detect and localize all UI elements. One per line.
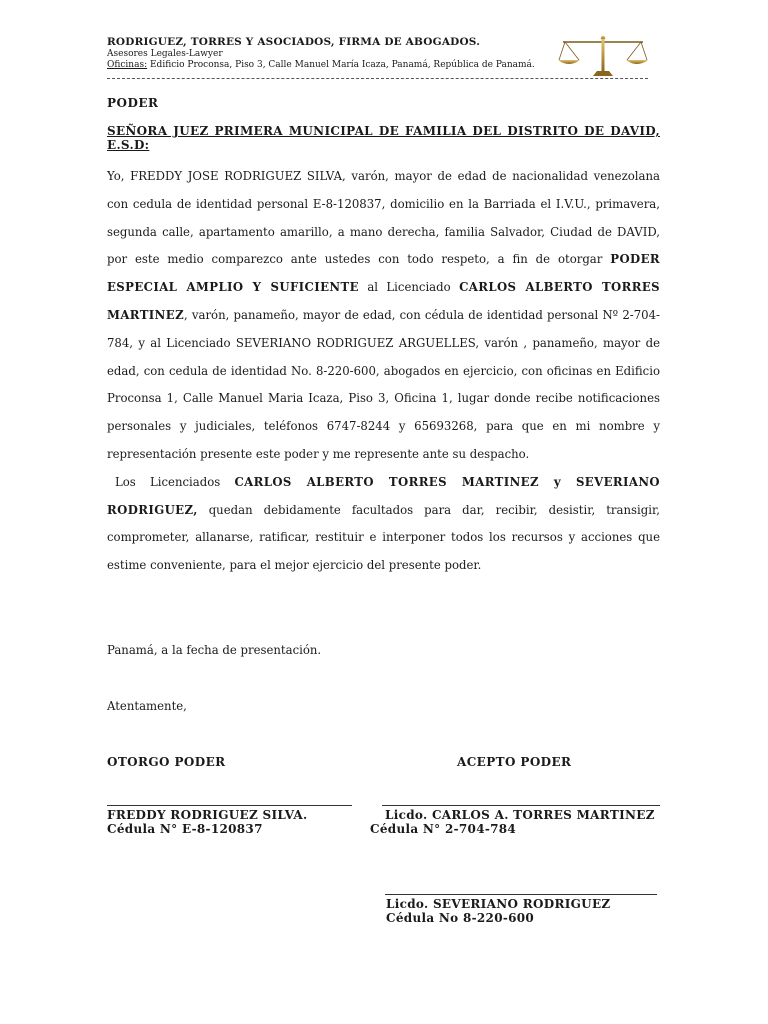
p1-text-e: , varón, panameño, mayor de edad, con cédula de identidad personal Nº 2-704-784, y al Licenciado SEVERIANO RODRIGUEZ ARGUELLES, varón , panameño, mayor de edad, con cedula de identidad No. 8-220-600, abogados en ejercicio, con oficinas en Edificio Proconsa 1, Calle Manuel Maria Icaza, Piso 3, Oficina 1, lugar donde recibe notificaciones personales y judiciales, teléfonos 6747-8244 y 65693268, para que en mi nombre y representación presente este poder y me represente ante su despacho. [107,307,660,461]
place-date: Panamá, a la fecha de presentación. [107,643,322,657]
p2-text-c: quedan debidamente facultados para dar, recibir, desistir, transigir, comprometer, allanarse, ratificar, restituir e interponer todos los recursos y acciones que estime conveniente, para el mejor ejercicio del presente poder. [107,502,660,573]
scales-of-justice-icon [557,30,649,78]
acceptor2-name: Licdo. SEVERIANO RODRIGUEZ [386,897,611,911]
document-title: PODER [107,96,159,110]
grantor-heading: OTORGO PODER [107,755,226,769]
addressee: SEÑORA JUEZ PRIMERA MUNICIPAL DE FAMILIA DEL DISTRITO DE DAVID, E.S.D: [107,124,660,152]
firm-name: RODRIGUEZ, TORRES Y ASOCIADOS, FIRMA DE ABOGADOS. [107,36,481,48]
grantor-id: Cédula N° E-8-120837 [107,822,263,836]
p2-text-a: Los Licenciados [115,474,235,489]
grantor-signature-line [107,805,352,806]
acceptor1-id: Cédula N° 2-704-784 [370,822,517,836]
acceptor2-signature-line [385,894,657,895]
salutation: Atentamente, [107,699,187,713]
acceptor-heading: ACEPTO PODER [457,755,572,769]
office-label: Oficinas: [107,60,148,70]
p1-text-c: al Licenciado [358,280,460,295]
firm-subtitle: Asesores Legales-Lawyer [107,49,223,59]
p1-bold-d: CARLOS ALBERTO TORRES MARTINEZ [107,280,661,322]
acceptor1-name: Licdo. CARLOS A. TORRES MARTINEZ [385,808,655,822]
grantor-name: FREDDY RODRIGUEZ SILVA. [107,808,308,822]
acceptor2-id: Cédula No 8-220-600 [386,911,535,925]
p2-bold-b: CARLOS ALBERTO TORRES MARTINEZ y SEVERIANO RODRIGUEZ, [107,474,660,517]
p1-bold-b: PODER ESPECIAL AMPLIO Y SUFICIENTE [107,252,660,295]
acceptor1-signature-line [382,805,660,806]
office-text: Edificio Proconsa, Piso 3, Calle Manuel María Icaza, Panamá, República de Panamá. [147,60,535,70]
document-body [107,95,661,713]
paragraph-powers [107,469,660,580]
paragraph-grant [107,163,660,469]
header-divider [107,78,648,79]
p1-text-a: Yo, FREDDY JOSE RODRIGUEZ SILVA, varón, mayor de edad de nacionalidad venezolana con cedula de identidad personal E-8-120837, domicilio en la Barriada el I.V.U., primavera, segunda calle, apartamento amarillo, a mano derecha, familia Salvador, Ciudad de DAVID, por este medio comparezco ante ustedes con todo respeto, a fin de otorgar [107,169,660,267]
